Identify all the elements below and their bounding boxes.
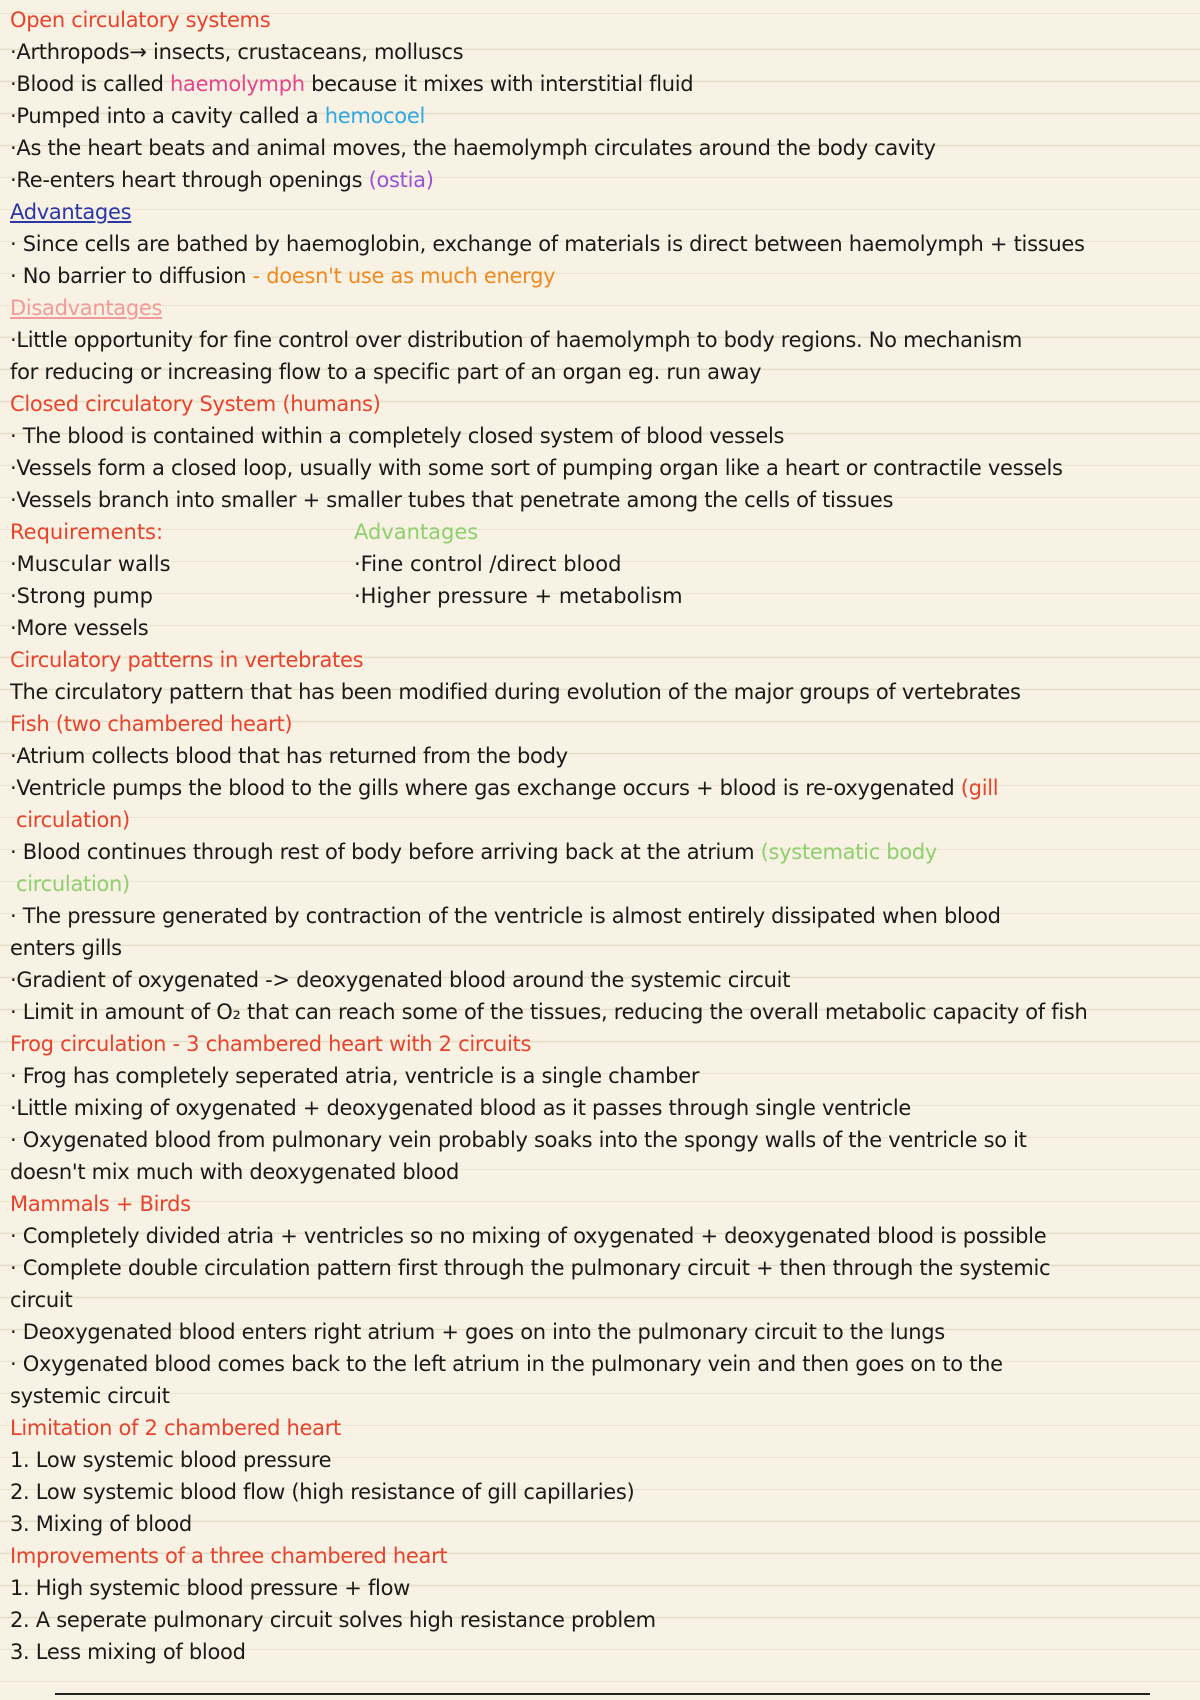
requirement-item: ·More vessels (10, 616, 149, 640)
note-line (6, 68, 1191, 100)
note-line: ·Little mixing of oxygenated + deoxygenated blood as it passes through single ventricle (10, 1096, 912, 1120)
note-line: · Oxygenated blood from pulmonary vein probably soaks into the spongy walls of the ventricle so it (10, 1128, 1027, 1152)
note-line: ·Arthropods→ insects, crustaceans, molluscs (10, 40, 464, 64)
note-line (6, 260, 1191, 292)
note-line: circuit (10, 1288, 73, 1312)
advantage-item: ·Higher pressure + metabolism (354, 584, 683, 608)
note-line (6, 836, 1191, 868)
note-line: · The pressure generated by contraction of the ventricle is almost entirely dissipated when blood (10, 904, 1001, 928)
note-line: systemic circuit (10, 1384, 170, 1408)
advantage-item: ·Fine control /direct blood (354, 552, 622, 576)
note-line: ·Gradient of oxygenated -> deoxygenated blood around the systemic circuit (10, 968, 791, 992)
note-line: · Limit in amount of O₂ that can reach some of the tissues, reducing the overall metabolic capacity of fish (10, 1000, 1088, 1024)
note-line: ·As the heart beats and animal moves, the haemolymph circulates around the body cavity (10, 136, 936, 160)
note-line: ·Vessels form a closed loop, usually with some sort of pumping organ like a heart or contractile vessels (10, 456, 1063, 480)
heading-requirements: Requirements: (10, 520, 164, 544)
heading-advantages: Advantages (10, 200, 132, 224)
note-text: ·Blood is called (10, 72, 170, 96)
heading-fish: Fish (two chambered heart) (10, 712, 293, 736)
term-systemic-circulation: circulation) (16, 872, 130, 896)
note-highlight: - doesn't use as much energy (252, 264, 556, 288)
heading-closed-circulatory: Closed circulatory System (humans) (10, 392, 381, 416)
page-bottom-rule (55, 1693, 1150, 1695)
note-line: doesn't mix much with deoxygenated blood (10, 1160, 460, 1184)
term-systemic-circulation: (systematic body (760, 840, 938, 864)
list-item: 1. Low systemic blood pressure (10, 1448, 332, 1472)
heading-open-circulatory: Open circulatory systems (10, 8, 271, 32)
term-hemocoel: hemocoel (324, 104, 426, 128)
heading-disadvantages: Disadvantages (10, 296, 163, 320)
term-haemolymph: haemolymph (169, 72, 305, 96)
requirements-advantages-header (6, 516, 1191, 548)
note-line (6, 100, 1191, 132)
heading-limitations: Limitation of 2 chambered heart (10, 1416, 341, 1440)
heading-mammals-birds: Mammals + Birds (10, 1192, 191, 1216)
heading-frog: Frog circulation - 3 chambered heart with 2 circuits (10, 1032, 532, 1056)
note-line: · Oxygenated blood comes back to the left atrium in the pulmonary vein and then goes on to the (10, 1352, 1003, 1376)
note-line: ·Atrium collects blood that has returned from the body (10, 744, 568, 768)
term-ostia: (ostia) (368, 168, 434, 192)
term-gill-circulation: (gill (960, 776, 999, 800)
note-line: · Frog has completely seperated atria, ventricle is a single chamber (10, 1064, 700, 1088)
note-line: enters gills (10, 936, 122, 960)
requirements-row (6, 548, 1191, 580)
requirement-item: ·Muscular walls (10, 552, 171, 576)
note-text: ·Pumped into a cavity called a (10, 104, 325, 128)
notes-page (6, 4, 1191, 1668)
note-text: · Blood continues through rest of body before arriving back at the atrium (10, 840, 761, 864)
note-line (6, 164, 1191, 196)
note-text: ·Ventricle pumps the blood to the gills where gas exchange occurs + blood is re-oxygenated (10, 776, 961, 800)
note-line: · Deoxygenated blood enters right atrium + goes on into the pulmonary circuit to the lungs (10, 1320, 945, 1344)
note-line (6, 772, 1191, 804)
note-line: · Complete double circulation pattern first through the pulmonary circuit + then through the systemic (10, 1256, 1051, 1280)
note-text: because it mixes with interstitial fluid (304, 72, 694, 96)
list-item: 2. Low systemic blood flow (high resistance of gill capillaries) (10, 1480, 635, 1504)
term-gill-circulation: circulation) (16, 808, 130, 832)
note-line: · The blood is contained within a completely closed system of blood vessels (10, 424, 785, 448)
list-item: 1. High systemic blood pressure + flow (10, 1576, 410, 1600)
note-text: ·Re-enters heart through openings (10, 168, 369, 192)
note-line: · Since cells are bathed by haemoglobin, exchange of materials is direct between haemolymph + tissues (10, 232, 1085, 256)
note-text: · No barrier to diffusion (10, 264, 253, 288)
heading-vertebrate-patterns: Circulatory patterns in vertebrates (10, 648, 364, 672)
list-item: 2. A seperate pulmonary circuit solves high resistance problem (10, 1608, 656, 1632)
heading-improvements: Improvements of a three chambered heart (10, 1544, 448, 1568)
note-line: The circulatory pattern that has been modified during evolution of the major groups of vertebrates (10, 680, 1021, 704)
list-item: 3. Less mixing of blood (10, 1640, 246, 1664)
note-line: ·Vessels branch into smaller + smaller tubes that penetrate among the cells of tissues (10, 488, 894, 512)
list-item: 3. Mixing of blood (10, 1512, 192, 1536)
note-line: · Completely divided atria + ventricles so no mixing of oxygenated + deoxygenated blood is possible (10, 1224, 1047, 1248)
heading-closed-advantages: Advantages (354, 520, 479, 544)
note-line: for reducing or increasing flow to a specific part of an organ eg. run away (10, 360, 762, 384)
requirements-row (6, 580, 1191, 612)
note-line: ·Little opportunity for fine control over distribution of haemolymph to body regions. No mechanism (10, 328, 1023, 352)
requirement-item: ·Strong pump (10, 584, 154, 608)
